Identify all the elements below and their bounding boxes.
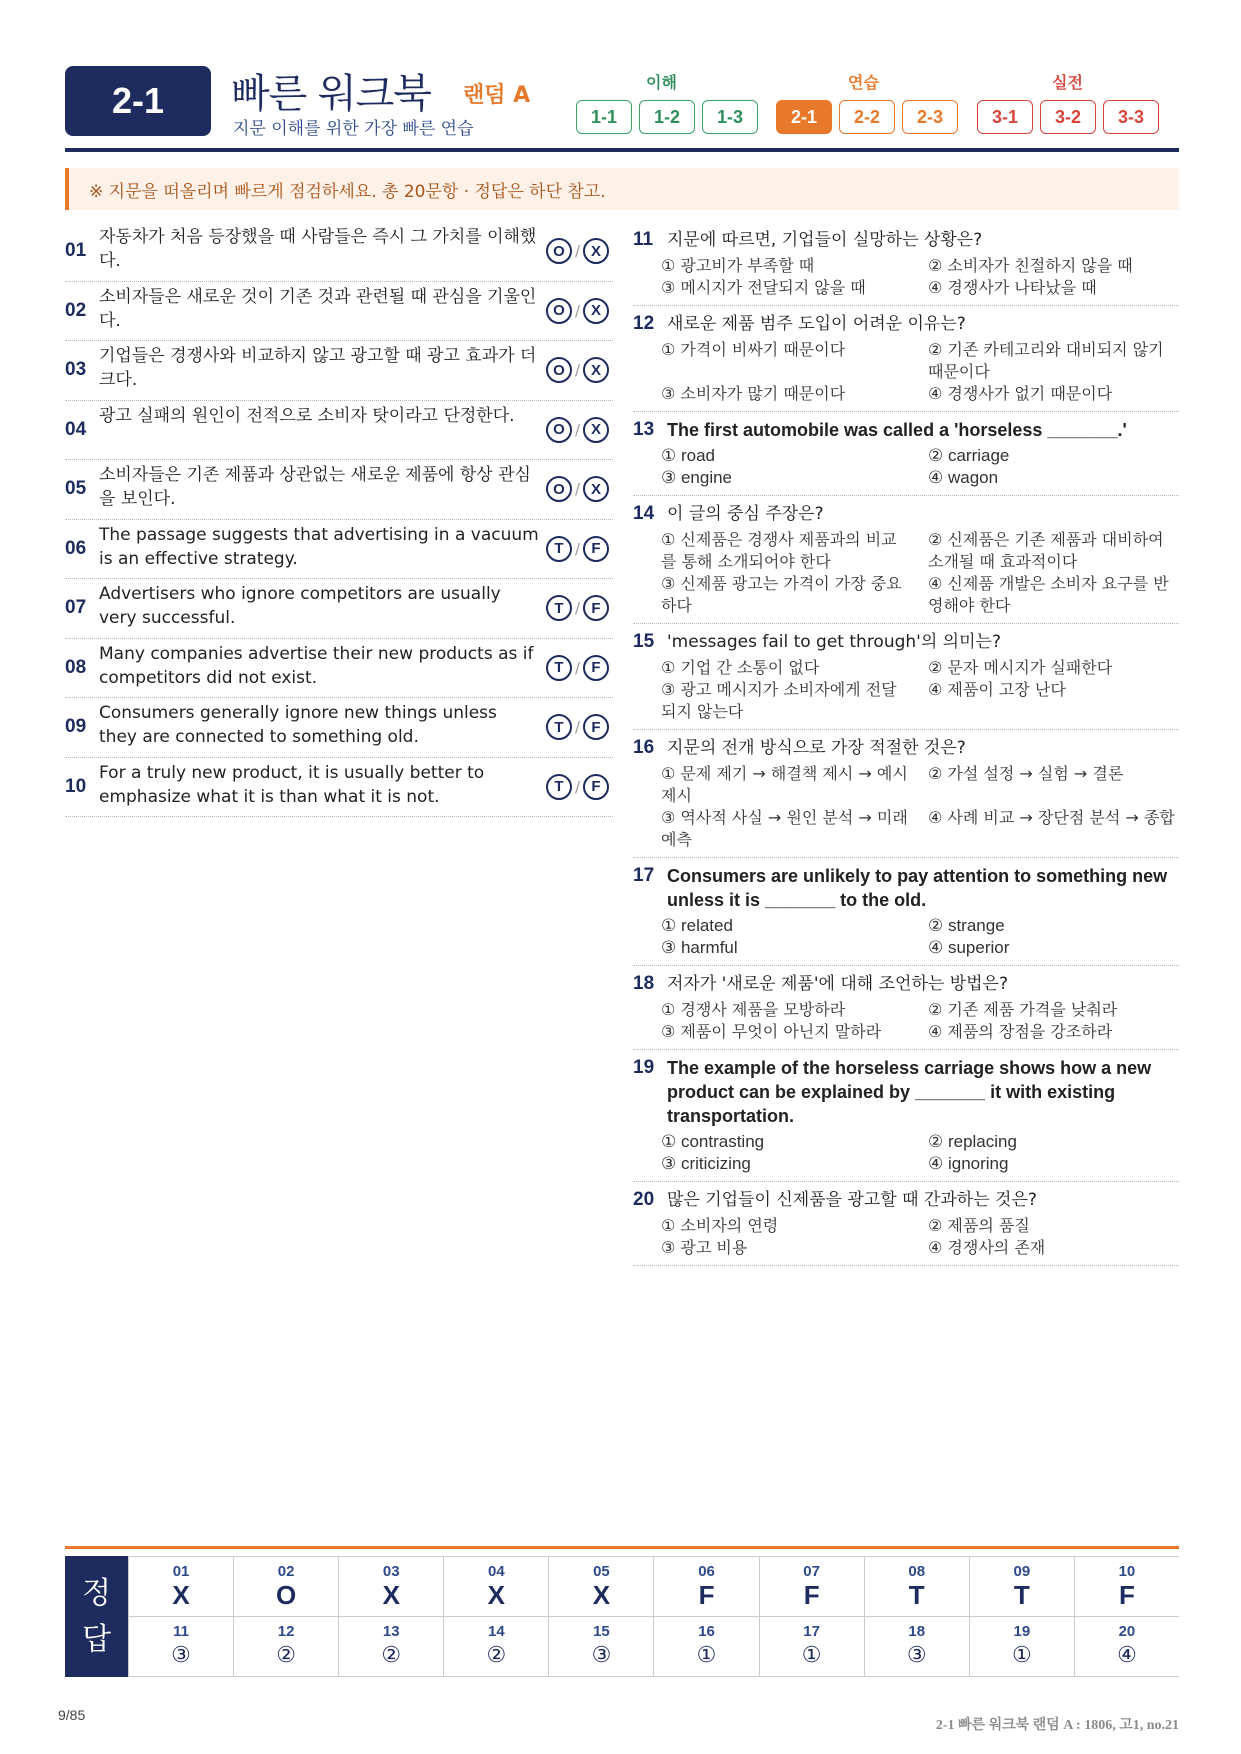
answer-marks xyxy=(546,520,609,579)
group-label-practice: 연습 xyxy=(848,73,879,92)
item-number: 03 xyxy=(65,359,87,381)
ox-item xyxy=(65,282,613,342)
question-number: 19 xyxy=(633,1057,655,1078)
header-divider xyxy=(65,148,1179,152)
question-item xyxy=(633,496,1179,624)
answer-option[interactable]: ② 가설 설정 → 실험 → 결론 xyxy=(928,764,1124,783)
item-statement: The passage suggests that advertising in a vacuum is an effective strategy. xyxy=(99,524,539,569)
ox-item xyxy=(65,639,613,699)
answer-number: 17 xyxy=(803,1622,820,1640)
item-statement: Consumers generally ignore new things unless they are connected to something old. xyxy=(99,703,497,747)
answer-cell xyxy=(443,1617,548,1677)
answer-option[interactable]: ③ harmful xyxy=(661,938,738,957)
question-item xyxy=(633,966,1179,1050)
mark-option-2[interactable]: X xyxy=(583,298,609,324)
answer-value: X xyxy=(592,1579,611,1610)
answer-option[interactable]: ① related xyxy=(661,916,733,935)
answer-option[interactable]: ② 기존 카테고리와 대비되지 않기 때문이다 xyxy=(928,340,1164,381)
answer-marks xyxy=(546,698,609,757)
ox-item xyxy=(65,698,613,758)
answer-option[interactable]: ② 신제품은 기존 제품과 대비하여 소개될 때 효과적이다 xyxy=(928,530,1164,571)
answer-cell xyxy=(128,1617,233,1677)
question-item xyxy=(633,1182,1179,1266)
answer-value: ② xyxy=(276,1641,296,1667)
question-item xyxy=(633,730,1179,858)
answer-number: 06 xyxy=(698,1562,715,1580)
answer-number: 07 xyxy=(803,1562,820,1580)
question-text: 새로운 제품 범주 도입이 어려운 이유는? xyxy=(667,314,966,334)
ox-tf-column xyxy=(65,222,613,817)
answer-cell xyxy=(653,1557,758,1617)
level-pill-2-2[interactable]: 2-2 xyxy=(839,100,895,134)
answer-cell xyxy=(338,1557,443,1617)
answer-cell xyxy=(759,1617,864,1677)
option-list xyxy=(633,1215,1179,1259)
option-list xyxy=(633,657,1179,723)
option-list xyxy=(633,529,1179,617)
answer-option[interactable]: ① contrasting xyxy=(661,1132,765,1151)
mark-option-2[interactable]: X xyxy=(583,357,609,383)
ox-item xyxy=(65,758,613,818)
question-text: 지문에 따르면, 기업들이 실망하는 상황은? xyxy=(667,230,983,250)
mark-option-1[interactable]: T xyxy=(546,595,572,621)
question-number: 16 xyxy=(633,737,655,758)
page-title: 빠른 워크북 xyxy=(231,71,431,117)
answer-value: ③ xyxy=(591,1641,612,1667)
answer-value: ① xyxy=(696,1641,717,1667)
answer-option[interactable]: ③ 신제품 광고는 가격이 가장 중요하다 xyxy=(661,574,902,615)
answer-option[interactable]: ① 신제품은 경쟁사 제품과의 비교를 통해 소개되어야 한다 xyxy=(661,530,897,571)
answer-option[interactable]: ④ 신제품 개발은 소비자 요구를 반영해야 한다 xyxy=(928,574,1169,615)
question-item xyxy=(633,1050,1179,1182)
answer-cell xyxy=(864,1557,969,1617)
mark-option-1[interactable]: T xyxy=(546,714,572,740)
item-statement: 광고 실패의 원인이 전적으로 소비자 탓이라고 단정한다. xyxy=(99,405,515,426)
answer-label-bottom: 답 xyxy=(82,1621,111,1657)
mark-separator: / xyxy=(574,361,580,380)
ox-item xyxy=(65,520,613,580)
answer-value: O xyxy=(276,1579,297,1610)
mark-option-1[interactable]: O xyxy=(546,417,572,443)
answer-cell xyxy=(1074,1617,1179,1677)
answer-cell xyxy=(233,1557,338,1617)
answer-option[interactable]: ④ superior xyxy=(928,938,1010,957)
question-text: 저자가 '새로운 제품'에 대해 조언하는 방법은? xyxy=(667,974,1008,994)
answer-option[interactable]: ③ criticizing xyxy=(661,1154,751,1173)
item-number: 05 xyxy=(65,478,87,500)
answer-cell xyxy=(969,1617,1074,1677)
answer-marks xyxy=(546,579,609,638)
item-statement: Many companies advertise their new products as if competitors did not exist. xyxy=(99,643,534,688)
answer-option[interactable]: ④ 사례 비교 → 장단점 분석 → 종합 xyxy=(928,808,1175,827)
answer-option[interactable]: ② strange xyxy=(928,916,1005,935)
answer-number: 10 xyxy=(1118,1562,1136,1580)
answer-key-grid xyxy=(128,1556,1179,1677)
mark-option-2[interactable]: F xyxy=(583,595,609,621)
answer-number: 15 xyxy=(593,1622,610,1640)
mcq-column xyxy=(633,222,1179,1266)
answer-cell xyxy=(653,1617,758,1677)
answer-number: 13 xyxy=(382,1622,400,1640)
question-item xyxy=(633,624,1179,730)
answer-number: 01 xyxy=(172,1562,190,1580)
item-number: 10 xyxy=(65,775,87,797)
item-statement: Advertisers who ignore competitors are usually very successful. xyxy=(99,584,501,628)
answer-marks xyxy=(546,639,609,698)
mark-option-1[interactable]: O xyxy=(546,238,572,264)
mark-option-2[interactable]: F xyxy=(583,774,609,800)
mark-separator: / xyxy=(574,599,580,618)
answer-option[interactable]: ③ engine xyxy=(661,468,733,487)
answer-cell xyxy=(338,1617,443,1677)
mark-separator: / xyxy=(574,777,580,796)
answer-option[interactable]: ③ 광고 메시지가 소비자에게 전달되지 않는다 xyxy=(661,680,897,721)
item-number: 09 xyxy=(65,716,87,738)
answer-divider xyxy=(65,1546,1179,1549)
mark-separator: / xyxy=(574,242,580,261)
answer-option[interactable]: ③ 광고 비용 xyxy=(661,1238,748,1257)
answer-option[interactable]: ② 문자 메시지가 실패한다 xyxy=(928,658,1113,677)
item-statement: 자동차가 처음 등장했을 때 사람들은 즉시 그 가치를 이해했다. xyxy=(99,227,537,271)
level-pill-1-1[interactable]: 1-1 xyxy=(576,100,632,134)
mark-option-2[interactable]: F xyxy=(583,714,609,740)
question-item xyxy=(633,222,1179,306)
question-number: 15 xyxy=(633,631,655,652)
answer-option[interactable]: ① road xyxy=(661,446,715,465)
item-statement: For a truly new product, it is usually better to emphasize what it is than what it is not. xyxy=(99,762,485,807)
answer-number: 08 xyxy=(908,1562,926,1580)
ox-item xyxy=(65,222,613,282)
answer-value: ② xyxy=(486,1641,507,1667)
question-text: The first automobile was called a 'horseless _______.' xyxy=(667,420,1127,440)
question-number: 20 xyxy=(633,1189,655,1210)
answer-label-top: 정 xyxy=(82,1575,111,1611)
answer-cell xyxy=(1074,1557,1179,1617)
answer-cell xyxy=(759,1557,864,1617)
answer-marks xyxy=(546,460,609,519)
group-label-actual: 실전 xyxy=(1052,73,1083,92)
question-number: 12 xyxy=(633,313,655,334)
answer-cell xyxy=(548,1617,653,1677)
level-pill-2-1[interactable]: 2-1 xyxy=(776,100,832,134)
mark-option-2[interactable]: F xyxy=(583,536,609,562)
question-text: 이 글의 중심 주장은? xyxy=(667,504,824,524)
answer-option[interactable]: ④ 제품의 장점을 강조하라 xyxy=(928,1022,1113,1041)
mark-separator: / xyxy=(574,301,580,320)
answer-number: 12 xyxy=(277,1622,295,1640)
question-number: 17 xyxy=(633,865,655,886)
question-text: 'messages fail to get through'의 의미는? xyxy=(667,632,1001,652)
answer-number: 11 xyxy=(173,1622,189,1640)
answer-option[interactable]: ④ 경쟁사가 나타났을 때 xyxy=(928,278,1097,297)
option-list xyxy=(633,339,1179,405)
answer-value: ① xyxy=(801,1641,822,1667)
instruction-text: ※ 지문을 떠올리며 빠르게 점검하세요. 총 20문항 · 정답은 하단 참고. xyxy=(89,181,606,202)
level-pill-3-1[interactable]: 3-1 xyxy=(977,100,1033,134)
mark-separator: / xyxy=(574,480,580,499)
mark-option-1[interactable]: O xyxy=(546,298,572,324)
option-list xyxy=(633,445,1179,489)
question-item xyxy=(633,858,1179,966)
question-text: The example of the horseless carriage shows how a new product can be explained by _______ it with existing transportation. xyxy=(667,1058,1152,1126)
page-number: 9/85 xyxy=(58,1707,86,1723)
title-tag: 랜덤 A xyxy=(463,83,531,108)
answer-value: ④ xyxy=(1117,1641,1137,1667)
answer-cell xyxy=(864,1617,969,1677)
answer-value: ② xyxy=(381,1641,402,1667)
ox-item xyxy=(65,579,613,639)
answer-value: T xyxy=(1013,1579,1030,1610)
question-number: 14 xyxy=(633,503,655,524)
mark-separator: / xyxy=(574,539,580,558)
answer-marks xyxy=(546,401,609,460)
answer-option[interactable]: ① 문제 제기 → 해결책 제시 → 예시 제시 xyxy=(661,764,908,805)
answer-option[interactable]: ④ 경쟁사의 존재 xyxy=(928,1238,1046,1257)
answer-number: 19 xyxy=(1013,1622,1031,1640)
option-list xyxy=(633,999,1179,1043)
answer-option[interactable]: ④ wagon xyxy=(928,468,999,487)
answer-number: 05 xyxy=(593,1562,610,1580)
answer-number: 03 xyxy=(382,1562,400,1580)
level-pill-3-3[interactable]: 3-3 xyxy=(1103,100,1159,134)
answer-cell xyxy=(128,1557,233,1617)
answer-number: 09 xyxy=(1013,1562,1031,1580)
item-number: 07 xyxy=(65,597,87,619)
ox-item xyxy=(65,460,613,520)
mark-option-1[interactable]: T xyxy=(546,774,572,800)
answer-cell xyxy=(233,1617,338,1677)
answer-option[interactable]: ① 가격이 비싸기 때문이다 xyxy=(661,340,846,359)
answer-value: F xyxy=(803,1579,820,1610)
mark-option-1[interactable]: O xyxy=(546,357,572,383)
answer-marks xyxy=(546,758,609,817)
ox-item xyxy=(65,401,613,461)
question-text: Consumers are unlikely to pay attention to something new unless it is _______ to the old. xyxy=(667,866,1168,910)
item-number: 08 xyxy=(65,656,87,678)
answer-option[interactable]: ③ 역사적 사실 → 원인 분석 → 미래 예측 xyxy=(661,808,908,849)
answer-option[interactable]: ② 기존 제품 가격을 낮춰라 xyxy=(928,1000,1118,1019)
answer-number: 18 xyxy=(908,1622,926,1640)
answer-option[interactable]: ① 기업 간 소통이 없다 xyxy=(661,658,820,677)
item-number: 01 xyxy=(65,240,87,262)
section-badge: 2-1 xyxy=(65,66,211,136)
answer-option[interactable]: ② replacing xyxy=(928,1132,1017,1151)
answer-option[interactable]: ① 광고비가 부족할 때 xyxy=(661,256,815,275)
item-statement: 소비자들은 새로운 것이 기존 것과 관련될 때 관심을 기울인다. xyxy=(99,286,537,331)
answer-value: ③ xyxy=(906,1641,927,1667)
mark-separator: / xyxy=(574,718,580,737)
answer-number: 20 xyxy=(1118,1622,1136,1640)
question-item xyxy=(633,412,1179,496)
option-list xyxy=(633,915,1179,959)
answer-value: F xyxy=(698,1579,715,1610)
question-item xyxy=(633,306,1179,412)
answer-key-label xyxy=(65,1556,128,1677)
answer-number: 04 xyxy=(488,1562,505,1580)
answer-cell xyxy=(969,1557,1074,1617)
answer-cell xyxy=(548,1557,653,1617)
answer-marks xyxy=(546,222,609,281)
answer-value: ① xyxy=(1011,1641,1032,1667)
question-text: 지문의 전개 방식으로 가장 적절한 것은? xyxy=(667,738,966,758)
item-statement: 기업들은 경쟁사와 비교하지 않고 광고할 때 광고 효과가 더 크다. xyxy=(99,346,537,390)
mark-separator: / xyxy=(574,420,580,439)
answer-value: X xyxy=(172,1579,190,1610)
mark-option-1[interactable]: T xyxy=(546,655,572,681)
item-statement: 소비자들은 기존 제품과 상관없는 새로운 제품에 항상 관심을 보인다. xyxy=(99,465,531,509)
answer-number: 14 xyxy=(488,1622,505,1640)
answer-value: X xyxy=(487,1579,506,1610)
answer-option[interactable]: ④ 제품이 고장 난다 xyxy=(928,680,1066,699)
answer-marks xyxy=(546,282,609,341)
answer-option[interactable]: ④ ignoring xyxy=(928,1154,1009,1173)
mark-option-2[interactable]: X xyxy=(583,238,609,264)
instruction-banner xyxy=(65,168,1179,210)
page-subtitle: 지문 이해를 위한 가장 빠른 연습 xyxy=(233,119,474,139)
mark-option-2[interactable]: X xyxy=(583,417,609,443)
question-number: 18 xyxy=(633,973,655,994)
answer-option[interactable]: ③ 소비자가 많기 때문이다 xyxy=(661,384,846,403)
answer-value: F xyxy=(1118,1579,1135,1610)
item-number: 06 xyxy=(65,537,87,559)
answer-option[interactable]: ① 소비자의 연령 xyxy=(661,1216,779,1235)
mark-separator: / xyxy=(574,658,580,677)
item-number: 04 xyxy=(65,418,87,440)
answer-option[interactable]: ② carriage xyxy=(928,446,1010,465)
group-label-understand: 이해 xyxy=(646,73,677,92)
answer-option[interactable]: ② 소비자가 친절하지 않을 때 xyxy=(928,256,1133,275)
answer-option[interactable]: ③ 메시지가 전달되지 않을 때 xyxy=(661,278,866,297)
answer-value: X xyxy=(382,1579,400,1610)
answer-option[interactable]: ④ 경쟁사가 없기 때문이다 xyxy=(928,384,1113,403)
mark-option-2[interactable]: F xyxy=(583,655,609,681)
ox-item xyxy=(65,341,613,401)
question-number: 13 xyxy=(633,419,655,440)
option-list xyxy=(633,255,1179,299)
answer-cell xyxy=(443,1557,548,1617)
answer-number: 16 xyxy=(698,1622,715,1640)
answer-option[interactable]: ② 제품의 품질 xyxy=(928,1216,1030,1235)
mark-option-1[interactable]: T xyxy=(546,536,572,562)
answer-marks xyxy=(546,341,609,400)
option-list xyxy=(633,763,1179,851)
answer-number: 02 xyxy=(277,1562,295,1580)
source-footer: 2-1 빠른 워크북 랜덤 A : 1806, 고1, no.21 xyxy=(935,1718,1179,1733)
mark-option-1[interactable]: O xyxy=(546,476,572,502)
answer-value: T xyxy=(908,1579,925,1610)
level-pill-3-2[interactable]: 3-2 xyxy=(1040,100,1096,134)
answer-option[interactable]: ① 경쟁사 제품을 모방하라 xyxy=(661,1000,846,1019)
answer-option[interactable]: ③ 제품이 무엇이 아닌지 말하라 xyxy=(661,1022,882,1041)
question-number: 11 xyxy=(633,229,654,250)
level-pill-2-3[interactable]: 2-3 xyxy=(902,100,958,134)
mark-option-2[interactable]: X xyxy=(583,476,609,502)
level-pill-1-2[interactable]: 1-2 xyxy=(639,100,695,134)
level-pill-1-3[interactable]: 1-3 xyxy=(702,100,758,134)
answer-value: ③ xyxy=(171,1641,191,1667)
question-text: 많은 기업들이 신제품을 광고할 때 간과하는 것은? xyxy=(667,1190,1037,1210)
item-number: 02 xyxy=(65,299,87,321)
option-list xyxy=(633,1131,1179,1175)
